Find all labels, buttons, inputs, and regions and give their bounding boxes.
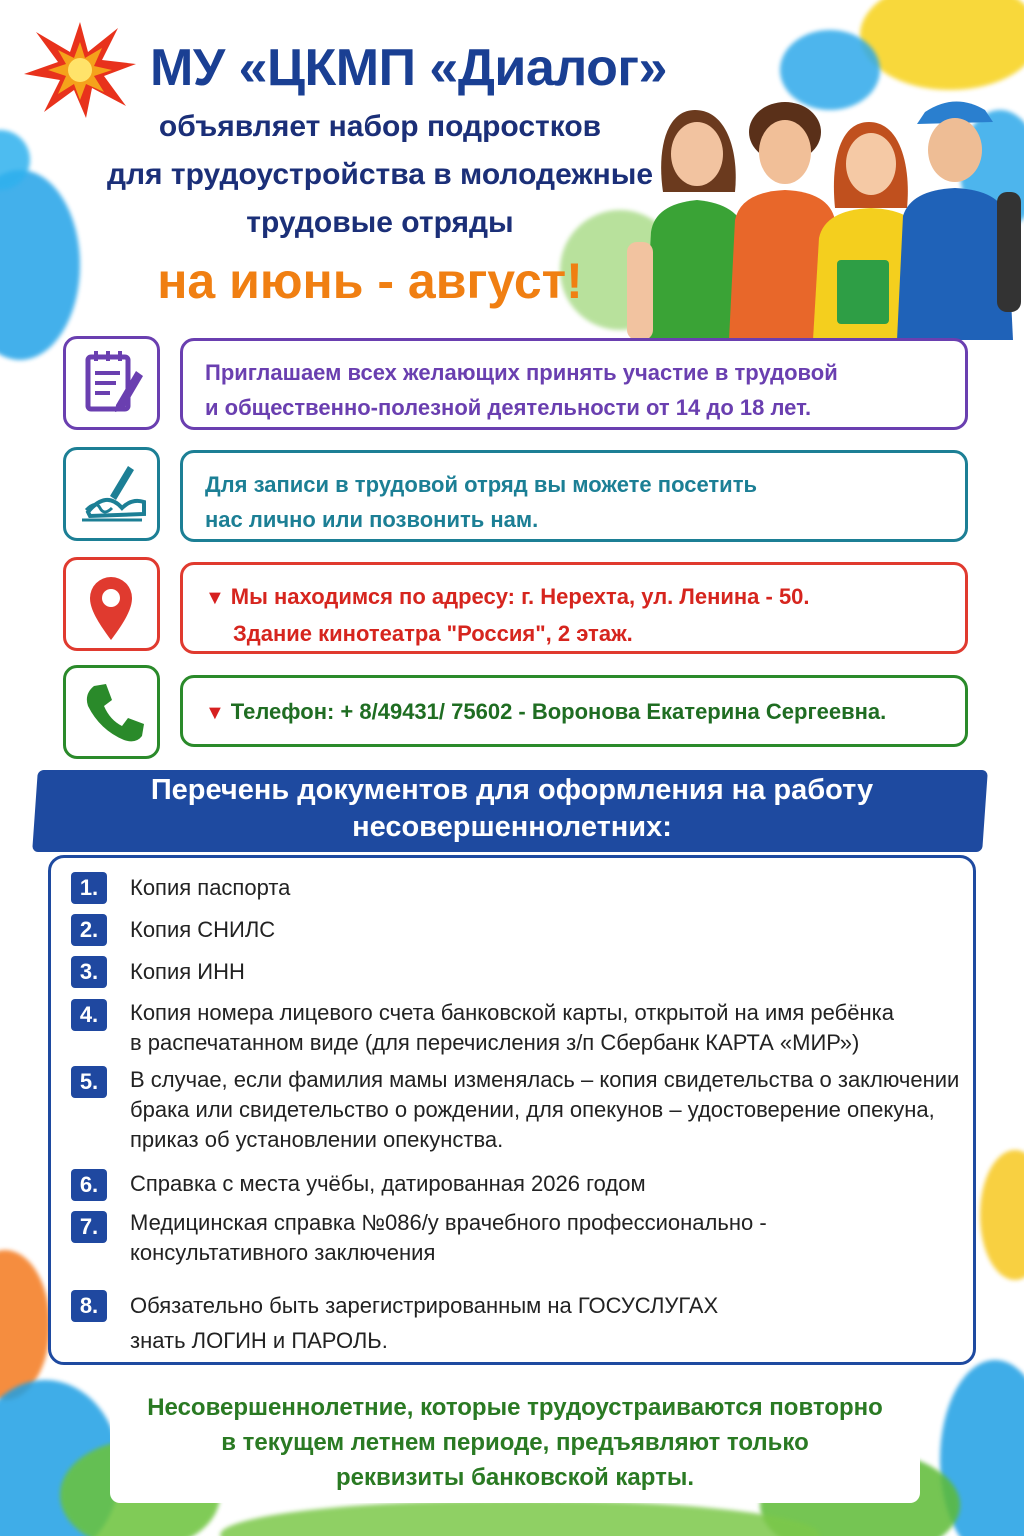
paint-splash	[220, 1500, 820, 1536]
page-title: МУ «ЦКМП «Диалог»	[150, 39, 667, 97]
list-item: Справка с места учёбы, датированная 2026 годом	[130, 1171, 646, 1196]
list-item-number: 7.	[71, 1211, 107, 1243]
location-icon-box	[63, 557, 160, 651]
info-signup-box	[180, 450, 968, 542]
burst-star-icon	[22, 20, 138, 120]
list-item-number: 8.	[71, 1290, 107, 1322]
teenagers-illustration	[625, 92, 1024, 340]
info-signup-line-1: Для записи в трудовой отряд вы можете посетить	[205, 472, 757, 497]
triangle-marker-icon: ▼	[205, 702, 225, 724]
info-phone-box	[180, 675, 968, 747]
info-address-line-1: ▼ Мы находимся по адресу: г. Нерехта, ул. Ленина - 50.	[205, 584, 810, 609]
writing-icon-box	[63, 447, 160, 541]
info-invite-line-2: и общественно-полезной деятельности от 14 до 18 лет.	[205, 395, 812, 420]
subtitle-line-3: трудовые отряды	[246, 206, 514, 239]
paint-splash	[980, 1150, 1024, 1280]
paint-splash	[860, 0, 1024, 90]
footer-note-line-3: реквизиты банковской карты.	[335, 1464, 695, 1491]
info-address-box	[180, 562, 968, 654]
subtitle-line-1: объявляет набор подростков	[158, 110, 602, 143]
list-item: Копия паспорта	[130, 875, 291, 900]
season-text: на июнь - август!	[157, 253, 583, 309]
list-item-number: 1.	[71, 872, 107, 904]
hand-writing-icon	[66, 450, 157, 538]
phone-icon-box	[63, 665, 160, 759]
list-item-number: 3.	[71, 956, 107, 988]
list-item: Медицинская справка №086/у врачебного профессионально - консультативного заключения	[130, 1210, 767, 1265]
documents-heading-line-1: Перечень документов для оформления на работу	[150, 774, 874, 806]
documents-heading	[60, 772, 964, 846]
paint-splash	[0, 170, 80, 360]
info-invite-line-1: Приглашаем всех желающих принять участие в трудовой	[205, 360, 838, 385]
phone-icon	[66, 668, 157, 756]
info-invite-box	[180, 338, 968, 430]
location-pin-icon	[66, 560, 157, 648]
document-icon-box	[63, 336, 160, 430]
footer-note	[110, 1390, 920, 1495]
subtitle-line-2: для трудоустройства в молодежные	[106, 158, 654, 191]
footer-note-line-2: в текущем летнем периоде, предъявляют только	[221, 1429, 809, 1456]
documents-heading-line-2: несовершеннолетних:	[352, 811, 672, 843]
list-item-number: 5.	[71, 1066, 107, 1098]
list-item: Копия ИНН	[130, 959, 245, 984]
info-phone-line: ▼ Телефон: + 8/49431/ 75602 - Воронова Екатерина Сергеевна.	[205, 699, 887, 724]
list-item: В случае, если фамилия мамы изменялась – копия свидетельства о заключении брака или свидетельство о рождении, для опекунов – удостоверение опекуна, приказ об установлении опекунства.	[130, 1067, 960, 1152]
paint-splash	[0, 1250, 50, 1400]
triangle-marker-icon: ▼	[205, 587, 225, 609]
list-item: Обязательно быть зарегистрированным на ГОСУСЛУГАХ знать ЛОГИН и ПАРОЛЬ.	[130, 1293, 719, 1353]
list-item: Копия СНИЛС	[130, 917, 276, 942]
info-address-line-2: Здание кинотеатра "Россия", 2 этаж.	[233, 621, 633, 646]
list-item-number: 2.	[71, 914, 107, 946]
document-pencil-icon	[66, 339, 157, 427]
list-item-number: 6.	[71, 1169, 107, 1201]
list-item: Копия номера лицевого счета банковской карты, открытой на имя ребёнка в распечатанном виде (для перечисления з/п Сбербанк КАРТА «МИР»)	[130, 1000, 894, 1055]
info-signup-line-2: нас лично или позвонить нам.	[205, 507, 539, 532]
footer-note-line-1: Несовершеннолетние, которые трудоустраиваются повторно	[147, 1394, 883, 1421]
list-item-number: 4.	[71, 999, 107, 1031]
